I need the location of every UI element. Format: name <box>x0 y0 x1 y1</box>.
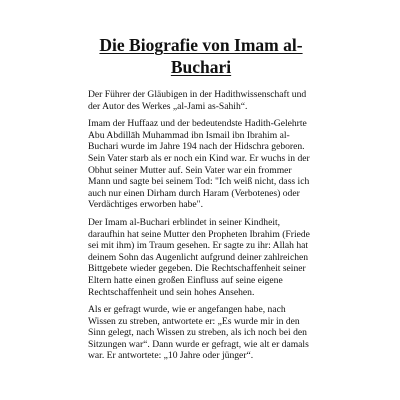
paragraph-intro: Der Führer der Gläubigen in der Hadithwissenschaft und der Autor des Werkes „al-Jami as-Sahih“. <box>88 89 307 112</box>
document-title: Die Biografie von Imam al-Buchari <box>99 35 303 77</box>
paragraph-knowledge: Als er gefragt wurde, wie er angefangen habe, nach Wissen zu streben, antwortete er: „Es wurde mir in den Sinn gelegt, nach Wissen zu streben, als ich noch bei den Sitzungen war“. Dann wurde er gefragt, wie alt er damals war. Er antwortete: „10 Jahre oder jünger“. <box>88 304 309 362</box>
document-page <box>88 34 314 368</box>
paragraph-birth: Imam der Huffaaz und der bedeutendste Hadith-Gelehrte Abu Abdillāh Muhammad ibn Ismail ibn Ibrahim al-Buchari wurde im Jahre 194 nach der Hidschra geboren. Sein Vater starb als er noch ein Kind war. Er wuchs in der Obhut seiner Mutter auf. Sein Vater war ein frommer Mann und sagte bei seinem Tod: "Ich weiß nicht, dass ich auch nur einen Dirham durch Haram (Verbotenes) oder Verdächtiges erworben habe". <box>88 118 310 211</box>
paragraph-childhood: Der Imam al-Buchari erblindet in seiner Kindheit, daraufhin hat seine Mutter den Propheten Ibrahim (Friede sei mit ihm) im Traum gesehen. Er sagte zu ihr: Allah hat deinem Sohn das Augenlicht aufgrund deiner zahlreichen Bittgebete wieder gegeben. Die Rechtschaffenheit seiner Eltern hatte einen großen Einfluss auf seine eigene Rechtschaffenheit und sein hohes Ansehen. <box>88 216 310 298</box>
